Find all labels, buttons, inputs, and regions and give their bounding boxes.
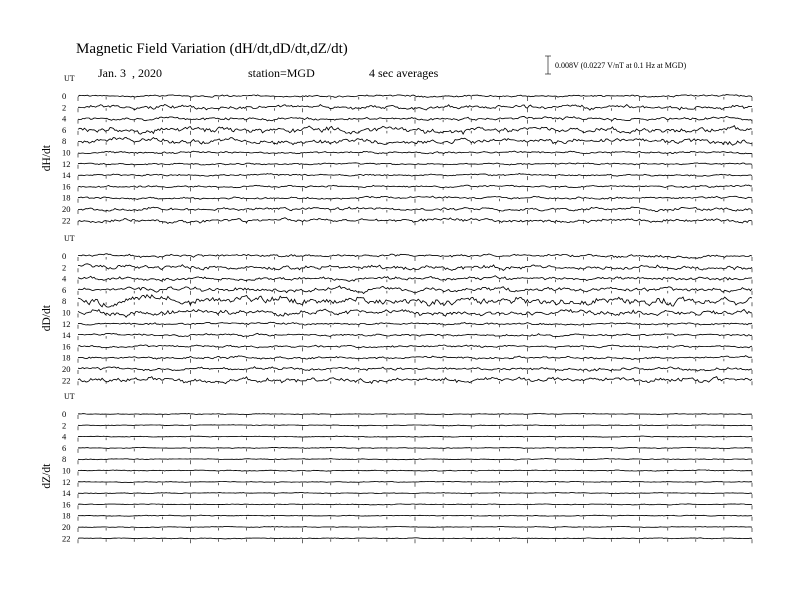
ut-axis-label: UT: [64, 234, 75, 243]
scale-bar: [545, 56, 686, 74]
trace-line: [78, 95, 752, 98]
component-axis-label: dD/dt: [41, 305, 53, 332]
hour-label: 8: [62, 454, 67, 465]
hour-label: 0: [62, 409, 67, 419]
trace-line: [78, 436, 752, 437]
hour-label: 16: [62, 181, 71, 192]
hour-label: 10: [62, 307, 71, 318]
hour-label: 0: [62, 91, 67, 101]
hour-label: 14: [62, 488, 71, 499]
component-axis-label: dZ/dt: [41, 463, 53, 489]
trace-line: [78, 174, 752, 177]
panel-dZ-dt: [41, 392, 752, 543]
trace-line: [78, 526, 752, 527]
trace-line: [78, 447, 752, 448]
hour-label: 12: [62, 476, 71, 487]
station-label: station=MGD: [248, 66, 315, 80]
hour-label: 12: [62, 158, 71, 169]
hour-label: 20: [62, 364, 71, 374]
trace-line: [78, 504, 752, 505]
trace-line: [78, 413, 752, 414]
hour-label: 4: [62, 273, 67, 284]
hour-label: 14: [62, 170, 71, 181]
panels: [41, 74, 752, 543]
ut-axis-label: UT: [64, 392, 75, 401]
hour-label: 10: [62, 465, 71, 476]
hour-label: 0: [62, 251, 67, 261]
hour-label: 6: [62, 284, 67, 295]
hour-label: 2: [62, 262, 67, 273]
hour-label: 18: [62, 192, 71, 203]
trace-line: [78, 459, 752, 460]
hour-label: 22: [62, 533, 71, 544]
date-label: Jan. 3 , 2020: [98, 66, 162, 80]
trace-line: [78, 515, 752, 516]
hour-label: 2: [62, 102, 67, 113]
hour-label: 18: [62, 510, 71, 521]
trace-line: [78, 185, 752, 188]
hour-label: 16: [62, 341, 71, 352]
hour-label: 20: [62, 522, 71, 532]
chart-title: Magnetic Field Variation (dH/dt,dD/dt,dZ/dt): [76, 41, 348, 57]
hour-label: 14: [62, 330, 71, 341]
trace-line: [78, 151, 752, 154]
trace-line: [78, 163, 752, 165]
trace-line: [78, 493, 752, 494]
panel-dH-dt: [41, 74, 752, 225]
hour-label: 22: [62, 375, 71, 386]
hour-label: 16: [62, 499, 71, 510]
hour-label: 18: [62, 352, 71, 363]
panel-dD-dt: [41, 234, 752, 385]
scale-bar-label: 0.008V (0.0227 V/nT at 0.1 Hz at MGD): [555, 61, 687, 70]
hour-label: 10: [62, 147, 71, 158]
hour-label: 4: [62, 431, 67, 442]
hour-label: 6: [62, 442, 67, 453]
hour-label: 22: [62, 215, 71, 226]
component-axis-label: dH/dt: [41, 145, 53, 172]
hour-label: 4: [62, 113, 67, 124]
hour-label: 20: [62, 204, 71, 214]
ut-axis-label: UT: [64, 74, 75, 83]
trace-line: [78, 481, 752, 482]
trace-line: [78, 425, 752, 426]
hour-label: 8: [62, 136, 67, 147]
averaging-label: 4 sec averages: [369, 66, 439, 80]
hour-label: 6: [62, 124, 67, 135]
hour-label: 2: [62, 420, 67, 431]
hour-label: 12: [62, 318, 71, 329]
trace-line: [78, 538, 752, 539]
hour-label: 8: [62, 296, 67, 307]
trace-line: [78, 322, 752, 325]
trace-line: [78, 470, 752, 471]
